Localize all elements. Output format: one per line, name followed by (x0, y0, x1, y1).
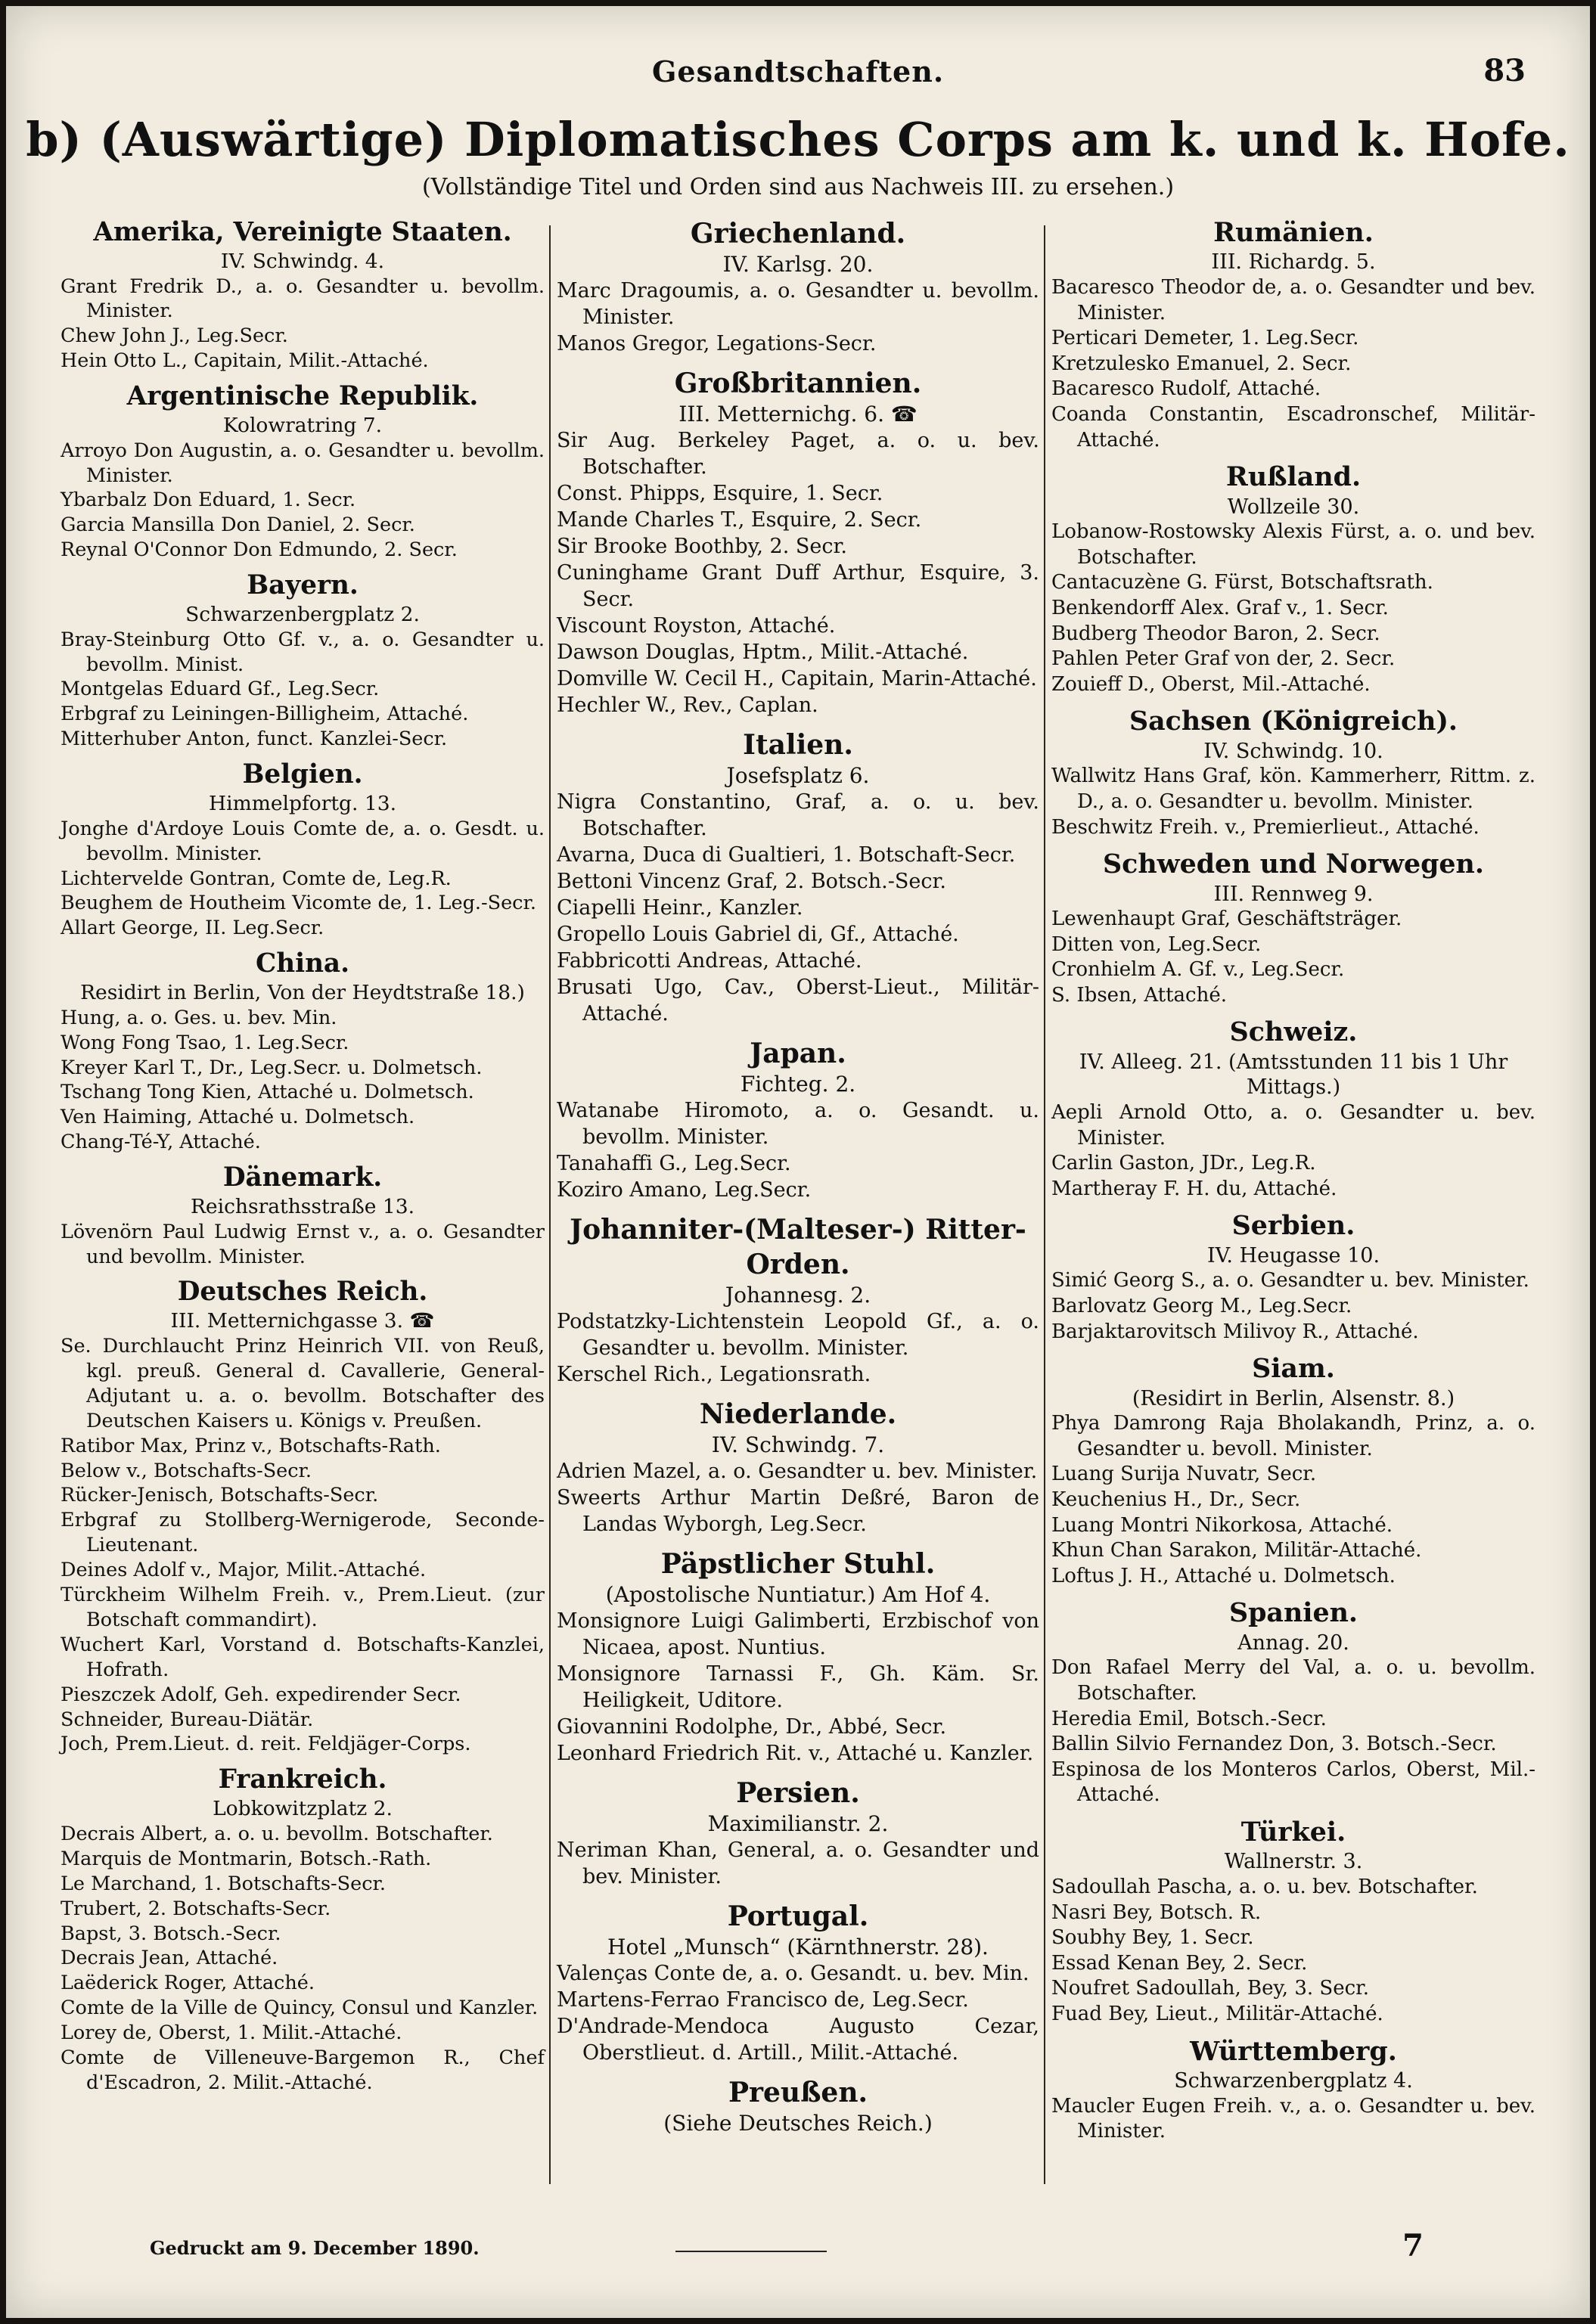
diplomat-entry: Fabbricotti Andreas, Attaché. (557, 949, 862, 973)
country-section (1051, 1352, 1535, 1589)
embassy-address: Johannesg. 2. (725, 1283, 871, 1308)
embassy-address: Lobkowitzplatz 2. (213, 1796, 393, 1820)
diplomat-entry: Chew John J., Leg.Secr. (61, 324, 288, 348)
diplomat-entry: Podstatzky-Lichtenstein Leopold Gf., a. o. Gesandter u. bevollm. Minister. (557, 1310, 1039, 1360)
diplomat-entry: Sweerts Arthur Martin Deßré, Baron de Landas Wyborgh, Leg.Secr. (557, 1486, 1039, 1536)
diplomat-entry: Le Marchand, 1. Botschafts-Secr. (61, 1872, 386, 1895)
diplomat-entry: Adrien Mazel, a. o. Gesandter u. bev. Minister. (557, 1460, 1038, 1483)
country-section (557, 1776, 1039, 1890)
country-section (557, 2075, 1039, 2136)
country-section (557, 216, 1039, 357)
country-section (1051, 848, 1535, 1008)
diplomat-entry: Marquis de Montmarin, Botsch.-Rath. (61, 1847, 432, 1870)
diplomat-entry: Barlovatz Georg M., Leg.Secr. (1051, 1295, 1352, 1318)
country-section (557, 1397, 1039, 1537)
diplomat-entry: Kerschel Rich., Legationsrath. (557, 1363, 871, 1386)
diplomat-entry: Khun Chan Sarakon, Militär-Attaché. (1051, 1539, 1422, 1562)
column-right (1051, 216, 1535, 2152)
embassy-address: Josefsplatz 6. (726, 763, 870, 788)
embassy-address: Fichteg. 2. (740, 1072, 856, 1097)
diplomat-entry: Luang Montri Nikorkosa, Attaché. (1051, 1513, 1393, 1537)
diplomat-entry: Ditten von, Leg.Secr. (1051, 932, 1262, 956)
diplomat-entry: Joch, Prem.Lieut. d. reit. Feldjäger-Corps. (61, 1733, 471, 1756)
embassy-address: III. Metternichgasse 3. ☎ (170, 1309, 435, 1333)
embassy-address: IV. Karlsg. 20. (722, 252, 874, 277)
column-divider (549, 225, 551, 2184)
diplomat-entry: Nigra Constantino, Graf, a. o. u. bev. Botschafter. (557, 790, 1039, 840)
country-section (1051, 1016, 1535, 1202)
page-title: b) (Auswärtige) Diplomatisches Corps am k. und k. Hofe. (26, 112, 1570, 167)
diplomat-entry: Mande Charles T., Esquire, 2. Secr. (557, 508, 922, 532)
diplomat-entry: Soubhy Bey, 1. Secr. (1051, 1926, 1254, 1950)
country-heading: Sachsen (Königreich). (1129, 706, 1458, 737)
country-section (61, 216, 545, 374)
diplomat-entry: Aepli Arnold Otto, a. o. Gesandter u. bev. Minister. (1051, 1101, 1535, 1150)
embassy-address: IV. Schwindg. 4. (220, 249, 385, 273)
diplomat-entry: Garcia Mansilla Don Daniel, 2. Secr. (61, 514, 415, 537)
country-heading: Griechenland. (690, 218, 906, 250)
country-section (61, 1162, 545, 1269)
country-heading: Schweiz. (1229, 1016, 1358, 1048)
country-section (1051, 216, 1535, 453)
country-heading: Württemberg. (1190, 2035, 1397, 2067)
diplomat-entry: Hein Otto L., Capitain, Milit.-Attaché. (61, 349, 429, 373)
diplomat-entry: Simić Georg S., a. o. Gesandter u. bev. Minister. (1051, 1269, 1529, 1292)
country-section (557, 1899, 1039, 2066)
diplomat-entry: Heredia Emil, Botsch.-Secr. (1051, 1707, 1327, 1730)
diplomat-entry: Coanda Constantin, Escadronschef, Militär-Attaché. (1051, 402, 1535, 451)
diplomat-entry: Hechler W., Rev., Caplan. (557, 693, 818, 717)
embassy-address: III. Rennweg 9. (1213, 882, 1374, 906)
country-heading: Italien. (743, 729, 853, 761)
embassy-address: Annag. 20. (1237, 1631, 1349, 1655)
diplomat-entry: Zouieff D., Oberst, Mil.-Attaché. (1051, 672, 1371, 696)
diplomat-entry: Essad Kenan Bey, 2. Secr. (1051, 1951, 1308, 1975)
diplomat-entry: Brusati Ugo, Cav., Oberst-Lieut., Militär-Attaché. (557, 976, 1039, 1025)
diplomat-entry: Neriman Khan, General, a. o. Gesandter und bev. Minister. (557, 1838, 1039, 1888)
diplomat-entry: Avarna, Duca di Gualtieri, 1. Botschaft-Secr. (557, 843, 1016, 867)
embassy-address: III. Metternichg. 6. ☎ (678, 402, 918, 427)
diplomat-entry: Barjaktarovitsch Milivoy R., Attaché. (1051, 1320, 1419, 1343)
page-number: 83 (1483, 53, 1526, 88)
embassy-address: Wallnerstr. 3. (1224, 1850, 1363, 1874)
diplomat-entry: Keuchenius H., Dr., Secr. (1051, 1488, 1301, 1511)
embassy-address: IV. Alleeg. 21. (Amtsstunden 11 bis 1 Uhr Mittags.) (1079, 1050, 1508, 1100)
diplomat-entry: Carlin Gaston, JDr., Leg.R. (1051, 1152, 1316, 1175)
diplomat-entry: Reynal O'Connor Don Edmundo, 2. Secr. (61, 538, 458, 562)
country-section (61, 380, 545, 563)
diplomat-entry: Wallwitz Hans Graf, kön. Kammerherr, Rittm. z. D., a. o. Gesandter u. bevollm. Minister. (1051, 765, 1535, 813)
diplomat-entry: Deines Adolf v., Major, Milit.-Attaché. (61, 1559, 427, 1582)
embassy-address: Hotel „Munsch“ (Kärnthnerstr. 28). (607, 1935, 989, 1959)
country-section (1051, 461, 1535, 697)
diplomat-entry: Loftus J. H., Attaché u. Dolmetsch. (1051, 1564, 1396, 1587)
country-section (61, 1764, 545, 2095)
column-divider (1044, 225, 1045, 2184)
diplomat-entry: Erbgraf zu Stollberg-Wernigerode, Seconde-Lieutenant. (61, 1509, 545, 1557)
diplomat-entry: Beschwitz Freih. v., Premierlieut., Attaché. (1051, 815, 1480, 839)
diplomat-entry: Monsignore Tarnassi F., Gh. Käm. Sr. Heiligkeit, Uditore. (557, 1662, 1039, 1712)
embassy-address: Reichsrathsstraße 13. (190, 1194, 415, 1218)
diplomat-entry: Pahlen Peter Graf von der, 2. Secr. (1051, 647, 1396, 671)
embassy-address: IV. Schwindg. 10. (1203, 739, 1383, 763)
diplomat-entry: Phya Damrong Raja Bholakandh, Prinz, a. o. Gesandter u. bevoll. Minister. (1051, 1412, 1535, 1460)
diplomat-entry: Nasri Bey, Botsch. R. (1051, 1900, 1262, 1924)
diplomat-entry: Kreyer Karl T., Dr., Leg.Secr. u. Dolmetsch. (61, 1056, 483, 1079)
diplomat-entry: Sir Brooke Boothby, 2. Secr. (557, 535, 847, 558)
diplomat-entry: Martens-Ferrao Francisco de, Leg.Secr. (557, 1988, 969, 2012)
diplomat-entry: Viscount Royston, Attaché. (557, 614, 836, 638)
diplomat-entry: Decrais Albert, a. o. u. bevollm. Botschafter. (61, 1822, 493, 1845)
diplomat-entry: Perticari Demeter, 1. Leg.Secr. (1051, 327, 1359, 350)
diplomat-entry: Hung, a. o. Ges. u. bev. Min. (61, 1006, 337, 1029)
country-heading: Dänemark. (222, 1162, 383, 1193)
country-section (61, 569, 545, 752)
diplomat-entry: Comte de Villeneuve-Bargemon R., Chef d'Escadron, 2. Milit.-Attaché. (61, 2046, 545, 2094)
diplomat-entry: Bray-Steinburg Otto Gf. v., a. o. Gesandter u. bevollm. Minist. (61, 628, 545, 676)
diplomat-entry: Ciapelli Heinr., Kanzler. (557, 896, 803, 920)
embassy-address: III. Richardg. 5. (1211, 250, 1376, 275)
country-section (557, 366, 1039, 718)
country-section (557, 1036, 1039, 1203)
country-heading: Deutsches Reich. (177, 1277, 428, 1308)
diplomat-entry: Laëderick Roger, Attaché. (61, 1972, 315, 1995)
diplomat-entry: Tanahaffi G., Leg.Secr. (557, 1152, 791, 1175)
diplomat-entry: Kretzulesko Emanuel, 2. Secr. (1051, 352, 1352, 375)
diplomat-entry: Ybarbalz Don Eduard, 1. Secr. (61, 489, 356, 512)
diplomat-entry: Trubert, 2. Botschafts-Secr. (61, 1897, 331, 1920)
diplomat-entry: Beughem de Houtheim Vicomte de, 1. Leg.-Secr. (61, 892, 536, 915)
diplomat-entry: Fuad Bey, Lieut., Militär-Attaché. (1051, 2002, 1383, 2025)
diplomat-entry: Lobanow-Rostowsky Alexis Fürst, a. o. und bev. Botschafter. (1051, 520, 1535, 569)
country-section (1051, 1596, 1535, 1808)
diplomat-entry: Schneider, Bureau-Diätär. (61, 1708, 314, 1731)
embassy-address: Schwarzenbergplatz 2. (185, 602, 420, 626)
country-heading: Amerika, Vereinigte Staaten. (93, 217, 512, 247)
country-heading: Johanniter-(Malteser-) Ritter-Orden. (570, 1214, 1026, 1280)
country-section (1051, 705, 1535, 840)
diplomat-entry: Watanabe Hiromoto, a. o. Gesandt. u. bevollm. Minister. (557, 1099, 1039, 1149)
embassy-address: (Apostolische Nuntiatur.) Am Hof 4. (605, 1582, 991, 1607)
diplomat-entry: Lewenhaupt Graf, Geschäftsträger. (1051, 908, 1402, 931)
country-heading: Frankreich. (218, 1764, 387, 1795)
print-date: Gedruckt am 9. December 1890. (150, 2237, 480, 2259)
diplomat-entry: Comte de la Ville de Quincy, Consul und Kanzler. (61, 1997, 539, 2020)
diplomat-entry: Ven Haiming, Attaché u. Dolmetsch. (61, 1106, 415, 1129)
diplomat-entry: Bacaresco Rudolf, Attaché. (1051, 377, 1321, 401)
country-section (1051, 1209, 1535, 1345)
diplomat-entry: Marc Dragoumis, a. o. Gesandter u. bevollm. Minister. (557, 279, 1039, 329)
embassy-address: IV. Heugasse 10. (1206, 1243, 1380, 1267)
country-heading: Argentinische Republik. (126, 381, 479, 412)
embassy-address: Himmelpfortg. 13. (209, 791, 396, 815)
country-heading: Belgien. (242, 759, 363, 790)
diplomat-entry: Cronhielm A. Gf. v., Leg.Secr. (1051, 958, 1345, 982)
diplomat-entry: Dawson Douglas, Hptm., Milit.-Attaché. (557, 641, 969, 664)
diplomat-entry: Manos Gregor, Legations-Secr. (557, 332, 877, 355)
country-heading: Persien. (736, 1777, 860, 1809)
document-page (6, 6, 1590, 2318)
country-heading: Türkei. (1240, 1816, 1346, 1848)
diplomat-entry: Wong Fong Tsao, 1. Leg.Secr. (61, 1031, 349, 1054)
diplomat-entry: Erbgraf zu Leiningen-Billigheim, Attaché. (61, 703, 469, 726)
diplomat-entry: Noufret Sadoullah, Bey, 3. Secr. (1051, 1977, 1369, 2000)
country-section (1051, 1816, 1535, 2028)
embassy-address: Maximilianstr. 2. (707, 1811, 889, 1836)
diplomat-entry: Cuninghame Grant Duff Arthur, Esquire, 3. Secr. (557, 561, 1039, 611)
diplomat-entry: Ballin Silvio Fernandez Don, 3. Botsch.-Secr. (1051, 1733, 1497, 1756)
diplomat-entry: Sadoullah Pascha, a. o. u. bev. Botschafter. (1051, 1875, 1478, 1898)
embassy-address: (Siehe Deutsches Reich.) (663, 2111, 933, 2136)
diplomat-entry: Martheray F. H. du, Attaché. (1051, 1177, 1337, 1200)
country-heading: Päpstlicher Stuhl. (660, 1548, 936, 1580)
diplomat-entry: Koziro Amano, Leg.Secr. (557, 1178, 812, 1202)
diplomat-entry: Sir Aug. Berkeley Paget, a. o. u. bev. Botschafter. (557, 429, 1039, 479)
running-head: Gesandtschaften. (651, 54, 945, 88)
diplomat-entry: Lichtervelde Gontran, Comte de, Leg.R. (61, 867, 452, 890)
country-section (557, 1212, 1039, 1388)
diplomat-entry: Giovannini Rodolphe, Dr., Abbé, Secr. (557, 1715, 947, 1739)
country-heading: Japan. (750, 1038, 846, 1069)
column-left (61, 216, 545, 2102)
country-heading: Rußland. (1225, 461, 1362, 493)
diplomat-entry: Lorey de, Oberst, 1. Milit.-Attaché. (61, 2021, 402, 2045)
diplomat-entry: Bettoni Vincenz Graf, 2. Botsch.-Secr. (557, 870, 946, 893)
diplomat-entry: Benkendorff Alex. Graf v., 1. Secr. (1051, 596, 1389, 619)
diplomat-entry: Maucler Eugen Freih. v., a. o. Gesandter u. bev. Minister. (1051, 2094, 1535, 2143)
diplomat-entry: Chang-Té-Y, Attaché. (61, 1131, 261, 1154)
footer-divider (675, 2251, 827, 2252)
diplomat-entry: Wuchert Karl, Vorstand d. Botschafts-Kanzlei, Hofrath. (61, 1633, 545, 1681)
country-heading: Preußen. (728, 2077, 868, 2108)
diplomat-entry: Se. Durchlaucht Prinz Heinrich VII. von Reuß, kgl. preuß. General d. Cavallerie, General-Adjutant u. a. o. bevollm. Botschafter des Deutschen Kaisers u. Königs v. Preußen. (61, 1334, 545, 1432)
diplomat-entry: Don Rafael Merry del Val, a. o. u. bevollm. Botschafter. (1051, 1656, 1535, 1705)
country-heading: China. (256, 948, 349, 979)
diplomat-entry: Lövenörn Paul Ludwig Ernst v., a. o. Gesandter und bevollm. Minister. (61, 1220, 545, 1268)
diplomat-entry: Monsignore Luigi Galimberti, Erzbischof von Nicaea, apost. Nuntius. (557, 1609, 1039, 1659)
diplomat-entry: Below v., Botschafts-Secr. (61, 1459, 312, 1482)
country-heading: Großbritannien. (674, 368, 922, 399)
embassy-address: Kolowratring 7. (222, 413, 383, 437)
column-middle (557, 216, 1039, 2146)
diplomat-entry: Cantacuzène G. Fürst, Botschaftsrath. (1051, 571, 1433, 594)
diplomat-entry: Bapst, 3. Botsch.-Secr. (61, 1922, 281, 1945)
country-section (557, 1547, 1039, 1767)
diplomat-entry: D'Andrade-Mendoca Augusto Cezar, Oberstlieut. d. Artill., Milit.-Attaché. (557, 2015, 1039, 2065)
page-subtitle: (Vollständige Titel und Orden sind aus Nachweis III. zu ersehen.) (421, 174, 1175, 200)
diplomat-entry: Tschang Tong Kien, Attaché u. Dolmetsch. (61, 1081, 474, 1104)
diplomat-entry: Leonhard Friedrich Rit. v., Attaché u. Kanzler. (557, 1742, 1034, 1765)
diplomat-entry: Mitterhuber Anton, funct. Kanzlei-Secr. (61, 728, 448, 751)
diplomat-entry: Montgelas Eduard Gf., Leg.Secr. (61, 678, 380, 701)
country-heading: Schweden und Norwegen. (1103, 849, 1484, 880)
diplomat-entry: Gropello Louis Gabriel di, Gf., Attaché. (557, 923, 959, 946)
diplomat-entry: Budberg Theodor Baron, 2. Secr. (1051, 622, 1380, 645)
diplomat-entry: Bacaresco Theodor de, a. o. Gesandter und bev. Minister. (1051, 276, 1535, 324)
embassy-address: (Residirt in Berlin, Alsenstr. 8.) (1132, 1386, 1455, 1410)
country-heading: Niederlande. (699, 1398, 897, 1430)
diplomat-entry: Valenças Conte de, a. o. Gesandt. u. bev. Min. (557, 1962, 1029, 1985)
country-heading: Bayern. (247, 570, 359, 601)
country-section (61, 948, 545, 1155)
diplomat-entry: Rücker-Jenisch, Botschafts-Secr. (61, 1484, 379, 1507)
country-heading: Siam. (1252, 1353, 1335, 1385)
country-section (61, 1276, 545, 1757)
embassy-address: IV. Schwindg. 7. (711, 1432, 885, 1457)
diplomat-entry: S. Ibsen, Attaché. (1051, 983, 1228, 1007)
country-section (557, 728, 1039, 1027)
diplomat-entry: Grant Fredrik D., a. o. Gesandter u. bevollm. Minister. (61, 275, 545, 323)
diplomat-entry: Ratibor Max, Prinz v., Botschafts-Rath. (61, 1434, 441, 1457)
diplomat-entry: Arroyo Don Augustin, a. o. Gesandter u. bevollm. Minister. (61, 439, 545, 487)
country-heading: Serbien. (1231, 1210, 1355, 1242)
country-section (1051, 2035, 1535, 2145)
country-heading: Rumänien. (1213, 217, 1374, 248)
country-heading: Portugal. (727, 1900, 869, 1932)
diplomat-entry: Luang Surija Nuvatr, Secr. (1051, 1463, 1317, 1486)
diplomat-entry: Decrais Jean, Attaché. (61, 1947, 278, 1970)
diplomat-entry: Domville W. Cecil H., Capitain, Marin-Attaché. (557, 667, 1037, 690)
country-heading: Spanien. (1228, 1597, 1358, 1629)
diplomat-entry: Espinosa de los Monteros Carlos, Oberst, Mil.-Attaché. (1051, 1758, 1535, 1807)
signature-mark: 7 (1402, 2228, 1424, 2263)
diplomat-entry: Pieszczek Adolf, Geh. expedirender Secr. (61, 1683, 461, 1706)
diplomat-entry: Const. Phipps, Esquire, 1. Secr. (557, 482, 883, 505)
diplomat-entry: Türckheim Wilhelm Freih. v., Prem.Lieut. (zur Botschaft commandirt). (61, 1584, 545, 1631)
embassy-address: Residirt in Berlin, Von der Heydtstraße 18.) (80, 980, 525, 1004)
embassy-address: Schwarzenbergplatz 4. (1174, 2068, 1413, 2093)
diplomat-entry: Jonghe d'Ardoye Louis Comte de, a. o. Gesdt. u. bevollm. Minister. (61, 817, 545, 865)
country-section (61, 759, 545, 941)
embassy-address: Wollzeile 30. (1227, 495, 1360, 519)
diplomat-entry: Allart George, II. Leg.Secr. (61, 917, 324, 940)
